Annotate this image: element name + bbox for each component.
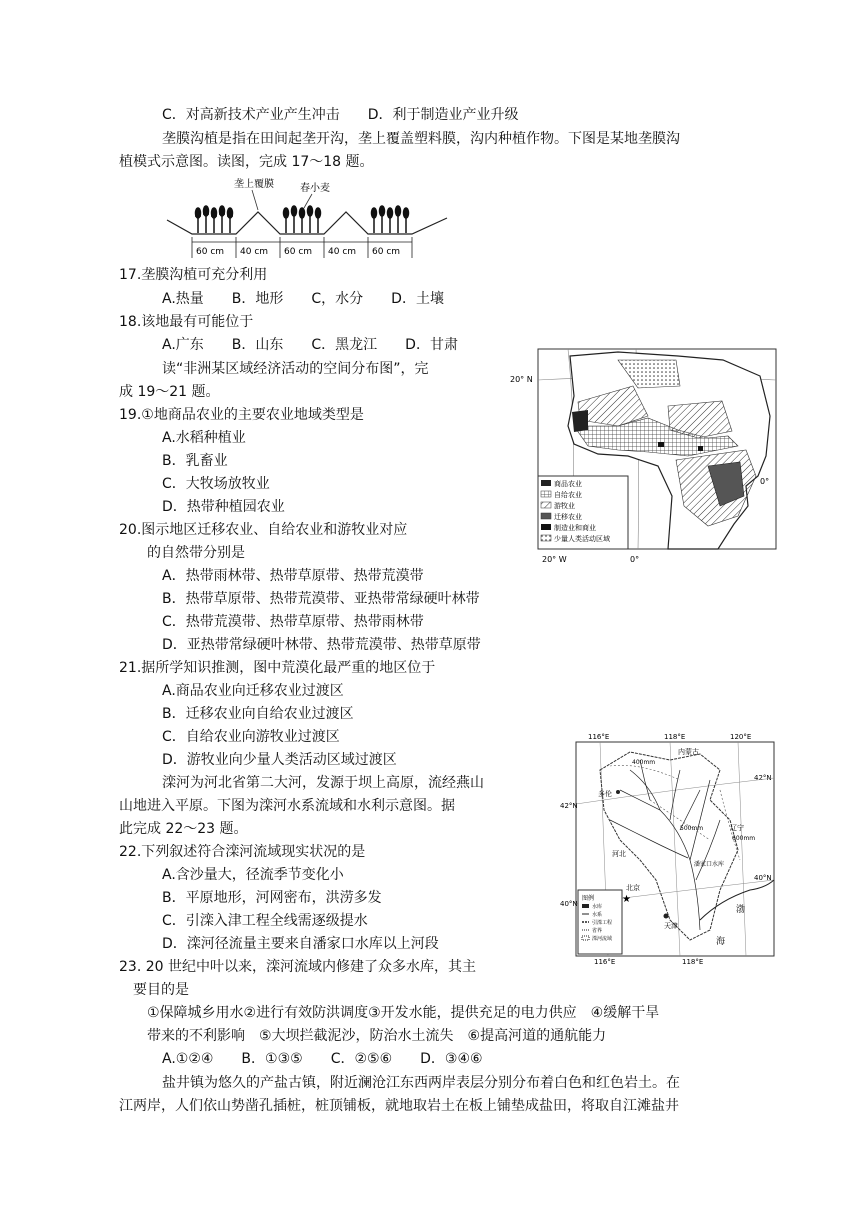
legend-item: 游牧业	[554, 502, 575, 510]
text-line: 成 19～21 题。	[119, 384, 220, 400]
text-line: 垄膜沟植是指在田间起垄开沟，垄上覆盖塑料膜，沟内种植作物。下图是某地垄膜沟	[162, 131, 680, 147]
option: C．热带荒漠带、热带草原带、热带雨林带	[162, 614, 424, 630]
dim-label: 60 cm	[196, 247, 225, 257]
option: C．大牧场放牧业	[162, 476, 270, 492]
lat-label: 40°N	[560, 900, 578, 908]
duolun-marker	[616, 790, 620, 794]
place-label: 多伦	[598, 790, 612, 798]
option: D．滦河径流量主要来自潘家口水库以上河段	[162, 936, 439, 952]
lat-label: 42°N	[560, 802, 578, 810]
options-17: A.热量 B．地形 C，水分 D．土壤	[162, 291, 444, 307]
lon-label: 116°E	[588, 733, 610, 741]
place-label: 天津	[664, 922, 678, 930]
isohyet-label: 400mm	[632, 759, 656, 766]
question-19: 19.①地商品农业的主要农业地域类型是	[119, 407, 364, 423]
lon-label: 120°E	[730, 733, 752, 741]
place-label: 潘家口水库	[694, 861, 725, 868]
option: A.水稻种植业	[162, 430, 246, 446]
option: B．热带草原带、热带荒漠带、亚热带常绿硬叶林带	[162, 591, 480, 607]
question-20: 20.图示地区迁移农业、自给农业和游牧业对应	[119, 522, 408, 538]
option: A.含沙量大，径流季节变化小	[162, 867, 344, 883]
place-label: 河北	[612, 850, 626, 858]
text-line: C．对高新技术产业产生冲击 D．利于制造业产业升级	[162, 107, 519, 123]
text-line: 此完成 22～23 题。	[119, 821, 248, 837]
legend-item: 少量人类活动区域	[554, 535, 610, 543]
lon-0-label: 0°	[630, 555, 640, 564]
dim-label: 40 cm	[328, 247, 357, 257]
legend-item: 水库	[592, 904, 603, 910]
legend-item: 水系	[592, 912, 603, 918]
text-line: 的自然带分别是	[147, 545, 245, 561]
luan-river-map-figure	[560, 730, 790, 970]
place-label: 渤	[736, 905, 746, 915]
place-label: 北京	[626, 884, 640, 892]
question-22: 22.下列叙述符合滦河流域现实状况的是	[119, 844, 366, 860]
isohyet-label: 600mm	[732, 835, 756, 842]
wheat-plants-1	[195, 206, 233, 233]
lat-label: 42°N	[754, 774, 772, 782]
legend-item: 滦河流域	[592, 936, 613, 942]
africa-map-figure	[508, 346, 780, 568]
dim-label: 60 cm	[372, 247, 401, 257]
place-label: 辽宁	[730, 824, 744, 832]
options-18: A.广东 B．山东 C．黑龙江 D．甘肃	[162, 337, 458, 353]
text-line: 盐井镇为悠久的产盐古镇，附近澜沧江东西两岸表层分别分布着白色和红色岩土。在	[162, 1075, 680, 1091]
option: D．热带种植园农业	[162, 499, 285, 515]
text-line: 带来的不利影响 ⑤大坝拦截泥沙，防治水土流失 ⑥提高河道的通航能力	[147, 1028, 607, 1044]
beijing-star-icon: ★	[622, 894, 631, 905]
legend-item: 省界	[592, 928, 603, 934]
lon-label: 116°E	[594, 958, 616, 966]
option: D．游牧业向少量人类活动区域过渡区	[162, 752, 397, 768]
options-23: A.①②④ B．①③⑤ C．②⑤⑥ D．③④⑥	[162, 1051, 483, 1067]
lon-label: 118°E	[682, 958, 704, 966]
legend-item: 自给农业	[554, 491, 582, 499]
text-line: 江两岸，人们依山势凿孔插桩，桩顶铺板，就地取岩土在板上铺垫成盐田，将取自江滩盐井	[119, 1098, 679, 1114]
lon-20w-label: 20° W	[542, 555, 567, 564]
text-line: 山地进入平原。下图为滦河水系流域和水利示意图。据	[119, 798, 455, 814]
wheat-plants-2	[284, 206, 321, 233]
wheat-label: 春小麦	[300, 183, 330, 194]
question-17: 17.垄膜沟植可充分利用	[119, 267, 268, 283]
option: C．引滦入津工程全线需逐级提水	[162, 913, 368, 929]
legend-item: 迁移农业	[554, 513, 582, 521]
tianjin-marker	[664, 914, 669, 919]
option: A．热带雨林带、热带草原带、热带荒漠带	[162, 568, 424, 584]
question-18: 18.该地最有可能位于	[119, 314, 254, 330]
legend-item: 引滦工程	[592, 920, 613, 926]
dim-label: 40 cm	[240, 247, 269, 257]
option: B．迁移农业向自给农业过渡区	[162, 706, 354, 722]
legend-title: 图例	[582, 895, 595, 902]
option: C．自给农业向游牧业过渡区	[162, 729, 340, 745]
option: A.商品农业向迁移农业过渡区	[162, 683, 344, 699]
text-line: ①保障城乡用水②进行有效防洪调度③开发水能，提供充足的电力供应 ④缓解干旱	[147, 1005, 660, 1021]
ridge-furrow-figure	[162, 176, 452, 260]
option: D．亚热带常绿硬叶林带、热带荒漠带、热带草原带	[162, 637, 481, 653]
question-21: 21.据所学知识推测，图中荒漠化最严重的地区位于	[119, 660, 436, 676]
text-line: 读“非洲某区域经济活动的空间分布图”，完	[162, 361, 429, 377]
place-label: 海	[716, 937, 726, 947]
text-line: 植模式示意图。读图，完成 17～18 题。	[119, 154, 374, 170]
isohyet-label: 500mm	[680, 825, 704, 832]
lat-label: 40°N	[754, 874, 772, 882]
legend-item: 商品农业	[554, 480, 582, 488]
question-23: 23. 20 世纪中叶以来，滦河流域内修建了众多水库，其主	[119, 959, 476, 975]
wheat-plants-3	[372, 206, 409, 233]
text-line: 要目的是	[133, 982, 189, 998]
legend-item: 制造业和商业	[554, 524, 596, 532]
lon-label: 118°E	[664, 733, 686, 741]
option: B．平原地形，河网密布，洪涝多发	[162, 890, 382, 906]
lat-20n-label: 20° N	[510, 375, 533, 384]
equator-label: 0°	[760, 477, 770, 486]
place-label: 内蒙古	[678, 748, 699, 756]
dim-label: 60 cm	[284, 247, 313, 257]
film-label: 垄上覆膜	[234, 179, 274, 190]
text-line: 滦河为河北省第二大河，发源于坝上高原，流经燕山	[162, 775, 484, 791]
option: B．乳畜业	[162, 453, 228, 469]
